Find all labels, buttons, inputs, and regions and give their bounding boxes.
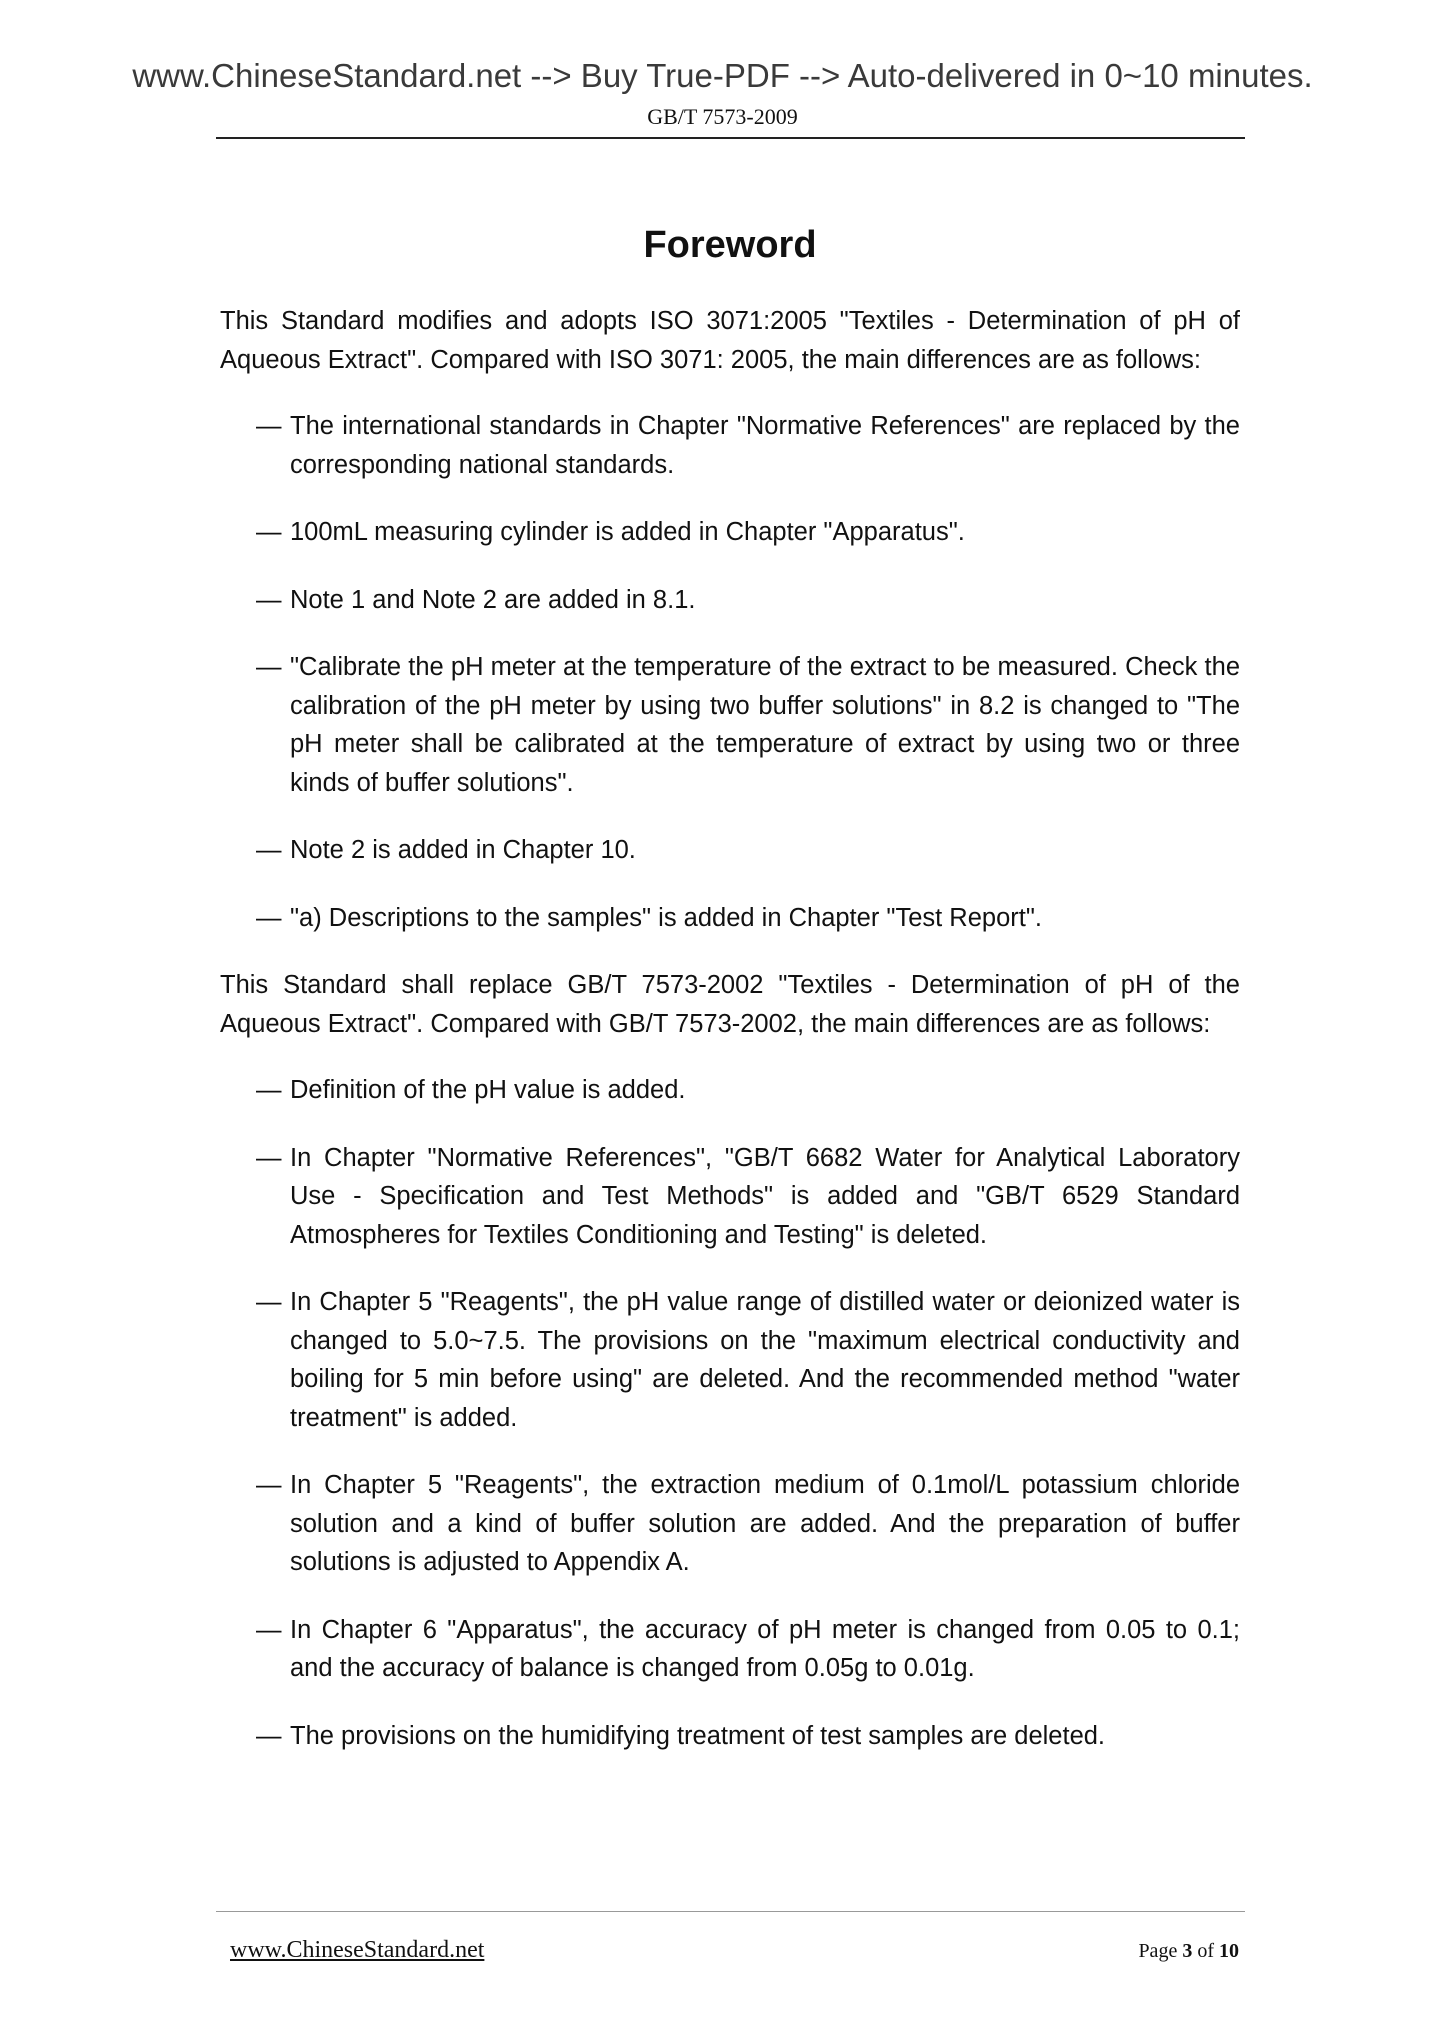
dash-mark: — [256,412,282,440]
list-item-text: 100mL measuring cylinder is added in Chapter "Apparatus". [290,518,965,546]
dash-mark: — [256,1615,282,1644]
list-item [220,1071,1240,1110]
dash-mark: — [256,836,282,864]
list-item-text: The international standards in Chapter "Normative References" are replaced by the corresponding national standards. [290,412,1240,479]
header-banner[interactable]: www.ChineseStandard.net --> Buy True-PDF --> Auto-delivered in 0~10 minutes. [132,57,1313,94]
page-current: 3 [1182,1940,1193,1962]
header-divider [216,137,1245,139]
footer-site-link[interactable]: www.ChineseStandard.net [230,1937,485,1963]
section1-list [220,407,1240,937]
list-item-text: Note 2 is added in Chapter 10. [290,836,636,864]
list-item-text: In Chapter "Normative References", "GB/T 6682 Water for Analytical Laboratory Use - Specification and Test Methods" is added and "GB/T 6529 Standard Atmospheres for Textiles Conditioning and Testing" is deleted. [290,1143,1240,1249]
dash-mark: — [256,1471,282,1499]
list-item-text: "a) Descriptions to the samples" is added in Chapter "Test Report". [290,903,1042,932]
list-item-text: Definition of the pH value is added. [290,1076,686,1104]
dash-mark: — [256,1143,282,1172]
section2-intro: This Standard shall replace GB/T 7573-2002 "Textiles - Determination of pH of the Aqueous Extract". Compared with GB/T 7573-2002, the main differences are as follows: [220,971,1240,1038]
list-item-text: The provisions on the humidifying treatment of test samples are deleted. [290,1721,1106,1750]
dash-mark: — [256,585,282,614]
section2-list [220,1071,1240,1755]
list-item [220,1283,1240,1437]
list-item-text: In Chapter 5 "Reagents", the extraction medium of 0.1mol/L potassium chloride solution and a kind of buffer solution are added. And the preparation of buffer solutions is adjusted to Appendix A. [290,1471,1240,1576]
standard-code: GB/T 7573-2009 [647,104,798,129]
list-item [220,1466,1240,1582]
list-item [220,1611,1240,1688]
list-item [220,407,1240,484]
list-item [220,899,1240,938]
page-prefix: Page [1138,1940,1178,1962]
page-number [1138,1938,1239,1964]
page-title: Foreword [643,224,817,266]
list-item [220,831,1240,870]
list-item [220,648,1240,802]
list-item-text: "Calibrate the pH meter at the temperature of the extract to be measured. Check the calibration of the pH meter by using two buffer solutions" in 8.2 is changed to "The pH meter shall be calibrated at the temperature of extract by using two or three kinds of buffer solutions". [290,653,1240,797]
list-item-text: In Chapter 6 "Apparatus", the accuracy of pH meter is changed from 0.05 to 0.1; and the accuracy of balance is changed from 0.05g to 0.01g. [290,1615,1240,1682]
list-item [220,1717,1240,1756]
list-item [220,513,1240,552]
dash-mark: — [256,1721,282,1750]
dash-mark: — [256,653,282,681]
section1-intro: This Standard modifies and adopts ISO 3071:2005 "Textiles - Determination of pH of Aqueous Extract". Compared with ISO 3071: 2005, the main differences are as follows: [220,307,1240,374]
list-item [220,1139,1240,1255]
list-item-text: In Chapter 5 "Reagents", the pH value range of distilled water or deionized water is changed to 5.0~7.5. The provisions on the "maximum electrical conductivity and boiling for 5 min before using" are deleted. And the recommended method "water treatment" is added. [290,1288,1240,1432]
dash-mark: — [256,1076,282,1104]
list-item-text: Note 1 and Note 2 are added in 8.1. [290,585,696,614]
list-item [220,581,1240,620]
page-content [220,220,1240,1784]
footer-divider [216,1911,1245,1912]
page-of: of [1197,1940,1214,1962]
dash-mark: — [256,903,282,932]
dash-mark: — [256,1288,282,1316]
dash-mark: — [256,518,282,546]
page-total: 10 [1219,1940,1239,1962]
